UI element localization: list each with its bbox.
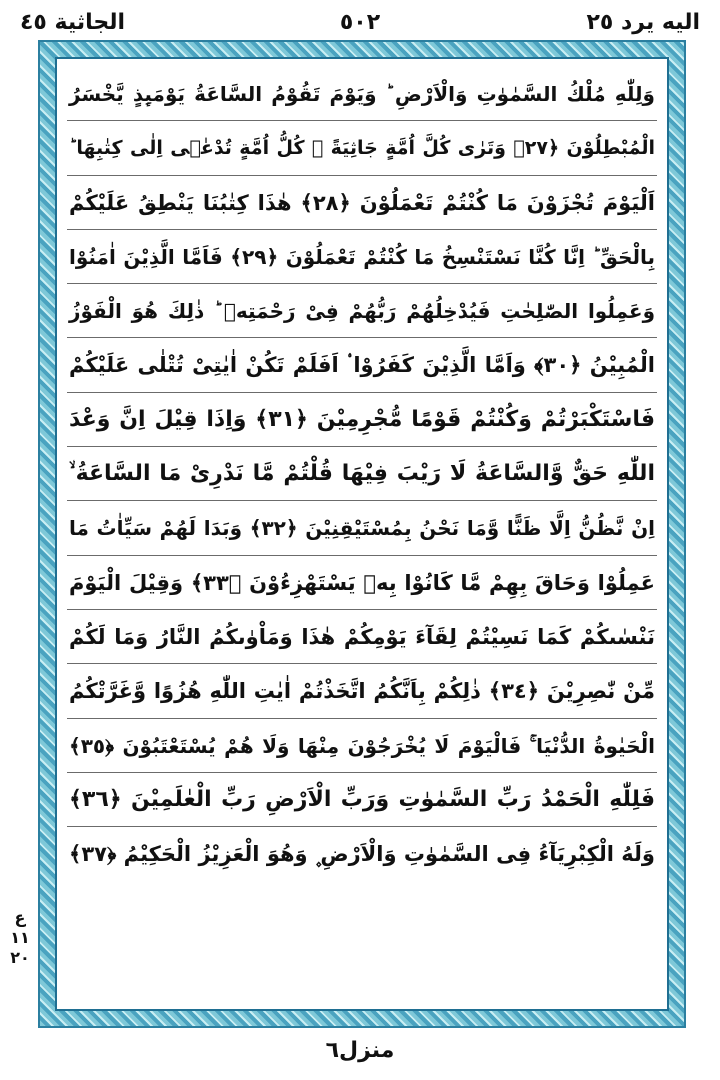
page-header <box>20 6 700 40</box>
text-line: الْمُبِيْنُ ﴿٣٠﴾ وَاَمَّا الَّذِيْنَ كَفَرُوْا ۟ اَفَلَمْ تَكُنْ اٰيٰتِىْ تُتْلٰى عَلَيْكُمْ <box>67 338 657 392</box>
decorative-border <box>38 40 686 1028</box>
text-panel <box>55 57 669 1011</box>
text-line: الْمُبْطِلُوْنَ ﴿٢٧﴾ وَتَرٰى كُلَّ اُمَّةٍ جَاثِيَةً ۫ كُلُّ اُمَّةٍ تُدْعٰۤى اِلٰى كِتٰبِهَا ؕ <box>67 121 657 175</box>
text-line: اللّٰهِ حَقٌّ وَّالسَّاعَةُ لَا رَيْبَ فِيْهَا قُلْتُمْ مَّا نَدْرِىْ مَا السَّاعَةُ ۙ <box>67 447 657 501</box>
ruku-count: ١١ <box>10 928 30 947</box>
text-line: اَلْيَوْمَ تُجْزَوْنَ مَا كُنْتُمْ تَعْمَلُوْنَ ﴿٢٨﴾ هٰذَا كِتٰبُنَا يَنْطِقُ عَلَيْكُمْ <box>67 176 657 230</box>
text-line: اِنْ نَّظُنُّ اِلَّا ظَنًّا وَّمَا نَحْنُ بِمُسْتَيْقِنِيْنَ ﴿٣٢﴾ وَبَدَا لَهُمْ سَيِّاٰتُ مَا <box>67 501 657 555</box>
ruku-sign: ع <box>14 908 26 927</box>
text-line: عَمِلُوْا وَحَاقَ بِهِمْ مَّا كَانُوْا بِهٖ يَسْتَهْزِءُوْنَ ﴿٣٣﴾ وَقِيْلَ الْيَوْمَ <box>67 556 657 610</box>
text-line: وَلَهُ الْكِبْرِيَآءُ فِى السَّمٰوٰتِ وَالْاَرْضِ ۪ وَهُوَ الْعَزِيْزُ الْحَكِيْمُ ﴿٣٧﴾ <box>69 842 655 867</box>
juz-title: اليه يرد ٢٥ <box>586 10 700 35</box>
surah-title: الجاثية ٤٥ <box>20 10 126 35</box>
text-line: فَاسْتَكْبَرْتُمْ وَكُنْتُمْ قَوْمًا مُّجْرِمِيْنَ ﴿٣١﴾ وَاِذَا قِيْلَ اِنَّ وَعْدَ <box>67 393 657 447</box>
manzil-label: منزل٦ <box>325 1038 395 1063</box>
page-number: ٥٠٢ <box>339 10 381 35</box>
text-line: بِالْحَقِّ ؕ اِنَّا كُنَّا نَسْتَنْسِخُ مَا كُنْتُمْ تَعْمَلُوْنَ ﴿٢٩﴾ فَاَمَّا الَّذِيْنَ اٰمَنُوْا <box>67 230 657 284</box>
text-line: مِّنْ نّٰصِرِيْنَ ﴿٣٤﴾ ذٰلِكُمْ بِاَنَّكُمُ اتَّخَذْتُمْ اٰيٰتِ اللّٰهِ هُزُوًا وَّغَرَّتْكُمُ <box>67 664 657 718</box>
text-line: وَلِلّٰهِ مُلْكُ السَّمٰوٰتِ وَالْاَرْضِ ؕ وَيَوْمَ تَقُوْمُ السَّاعَةُ يَوْمَىِٕذٍ يَّخْسَرُ <box>67 67 657 121</box>
ruku-marker <box>8 908 32 988</box>
ruku-verses: ٢٠ <box>10 948 30 967</box>
text-line: الْحَيٰوةُ الدُّنْيَا ۚ فَالْيَوْمَ لَا يُخْرَجُوْنَ مِنْهَا وَلَا هُمْ يُسْتَعْتَبُوْنَ ﴿٣٥﴾ <box>67 719 657 773</box>
text-line: فَلِلّٰهِ الْحَمْدُ رَبِّ السَّمٰوٰتِ وَرَبِّ الْاَرْضِ رَبِّ الْعٰلَمِيْنَ ﴿٣٦﴾ <box>67 773 657 827</box>
text-line: وَعَمِلُوا الصّٰلِحٰتِ فَيُدْخِلُهُمْ رَبُّهُمْ فِىْ رَحْمَتِهٖ ؕ ذٰلِكَ هُوَ الْفَوْزُ <box>67 284 657 338</box>
verse-text-area <box>67 67 657 1001</box>
text-line: نَنْسٰىكُمْ كَمَا نَسِيْتُمْ لِقَآءَ يَوْمِكُمْ هٰذَا وَمَاْوٰىكُمُ النَّارُ وَمَا لَكُمْ <box>67 610 657 664</box>
